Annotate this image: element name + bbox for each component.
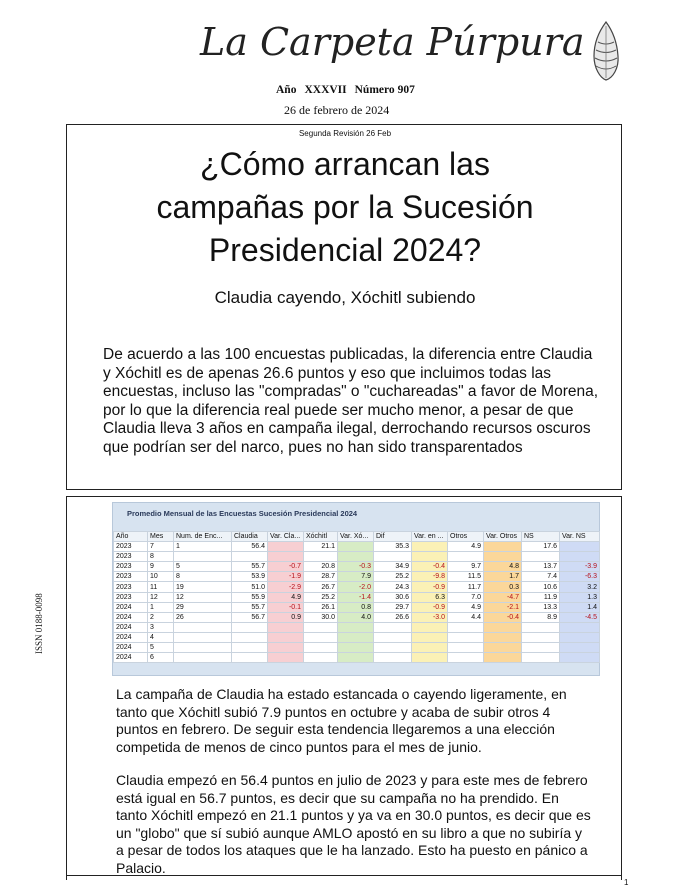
table-header-row [114,532,600,542]
table-header-cell: Xóchitl [304,532,338,542]
table-cell [448,622,484,632]
table-title: Promedio Mensual de las Encuestas Sucesión Presidencial 2024 [127,509,358,518]
table-cell: 19 [174,582,232,592]
table-row [114,572,600,582]
table-cell [448,643,484,653]
table-row [114,562,600,572]
table-header-cell: Dif [374,532,412,542]
table-cell: -4.7 [484,592,522,602]
body-paragraph-2: Claudia empezó en 56.4 puntos en julio de 2023 y para este mes de febrero está igual en 56.7 puntos, es decir que su campaña no ha prendido. En tanto Xóchitl empezó en 21.1 puntos y ya va en 30.0 puntos, es decir que es un "globo" que sí subió aunque AMLO apostó en su libro a que no subiría y a pesar de todos los ataques que le ha lanzado. Esto ha puesto en pánico a Palacio. [116,772,591,876]
table-cell [522,653,560,663]
table-cell: 0.3 [484,582,522,592]
table-cell: 26 [174,612,232,622]
table-cell: -2.9 [268,582,304,592]
table-row [114,582,600,592]
table-row [114,653,600,663]
table-cell [374,632,412,642]
table-cell: 3.2 [560,582,600,592]
table-row [114,643,600,653]
table-cell [268,653,304,663]
table-cell: 2023 [114,542,148,552]
table-cell: 11 [148,582,174,592]
article-title [67,143,623,272]
table-cell: 2024 [114,602,148,612]
table-cell: -0.4 [484,612,522,622]
table-cell: 51.0 [232,582,268,592]
table-cell [448,653,484,663]
table-cell: -0.4 [412,562,448,572]
table-cell [338,552,374,562]
table-cell: 1 [148,602,174,612]
table-cell: 2023 [114,552,148,562]
table-cell: 3 [148,622,174,632]
table-cell: 2024 [114,632,148,642]
table-header-cell: Año [114,532,148,542]
table-cell: 6.3 [412,592,448,602]
table-cell: 21.1 [304,542,338,552]
table-row [114,542,600,552]
table-cell [174,653,232,663]
table-cell [560,632,600,642]
table-cell: -6.3 [560,572,600,582]
table-cell: 26.6 [374,612,412,622]
number-label: Número [354,84,395,96]
table-cell: 7.4 [522,572,560,582]
page-number: 1 [624,878,629,887]
table-cell: 8.9 [522,612,560,622]
table-cell: 0.9 [268,612,304,622]
table-cell: 8 [148,552,174,562]
table-cell [232,552,268,562]
seashell-icon [586,20,626,82]
table-cell: 29 [174,602,232,612]
table-cell [412,542,448,552]
table-cell [412,632,448,642]
table-cell: 1 [174,542,232,552]
title-line: campañas por la Sucesión [156,189,534,225]
table-cell [304,552,338,562]
table-header-cell: Var. Xó... [338,532,374,542]
table-cell [522,552,560,562]
table-cell: 25.2 [374,572,412,582]
table-cell: 2023 [114,572,148,582]
table-cell: 2024 [114,653,148,663]
table-cell [268,542,304,552]
table-header-cell: Var. Cla... [268,532,304,542]
table-cell: 1.3 [560,592,600,602]
table-cell: 35.3 [374,542,412,552]
table-header-cell: Mes [148,532,174,542]
table-cell [174,622,232,632]
table-cell: 2023 [114,592,148,602]
table-cell: 2023 [114,582,148,592]
table-cell [484,632,522,642]
table-cell: 4.4 [448,612,484,622]
table-header-cell: Num. de Enc... [174,532,232,542]
table-cell: 13.7 [522,562,560,572]
table-row [114,632,600,642]
table-cell [484,643,522,653]
table-cell: 4.8 [484,562,522,572]
table-cell: 17.6 [522,542,560,552]
table-cell [412,653,448,663]
table-cell: -9.8 [412,572,448,582]
table-cell [522,643,560,653]
table-cell: 11.5 [448,572,484,582]
year-label: Año [276,84,297,96]
table-cell: 9 [148,562,174,572]
lead-paragraph: De acuerdo a las 100 encuestas publicadas, la diferencia entre Claudia y Xóchitl es de apenas 26.6 puntos y eso que incluimos todas las encuestas, incluso las "compradas" o "cuchareadas" a favor de Morena, por lo que la diferencia real puede ser mucho menor, a pesar de que Claudia lleva 3 años en campaña ilegal, derrochando recursos oscuros que podrían ser del narco, pues no han sido transparentados [103,346,599,456]
table-cell: 6 [148,653,174,663]
table-cell: 30.0 [304,612,338,622]
table-cell [304,622,338,632]
table-cell [174,552,232,562]
table-cell [374,643,412,653]
table-cell [268,632,304,642]
article-subtitle: Claudia cayendo, Xóchitl subiendo [214,288,476,307]
table-cell [232,622,268,632]
table-cell: 11.9 [522,592,560,602]
table-cell [174,643,232,653]
table-cell: -2.1 [484,602,522,612]
table-cell: 34.9 [374,562,412,572]
body-paragraph-1: La campaña de Claudia ha estado estancada o cayendo ligeramente, en tanto que Xóchitl subió 7.9 puntos en octubre y acaba de subir otros 4 puntos en febrero. De seguir esta tendencia llegaremos a una elección competida de menos de cinco puntos para el mes de junio. [116,686,567,755]
table-row [114,622,600,632]
table-cell: 4.9 [448,542,484,552]
poll-table-panel [112,502,600,676]
table-cell: 29.7 [374,602,412,612]
table-cell: 26.7 [304,582,338,592]
table-cell: 7 [148,542,174,552]
table-row [114,552,600,562]
table-cell: 7.0 [448,592,484,602]
table-cell [338,632,374,642]
table-cell: -4.5 [560,612,600,622]
table-cell: 5 [174,562,232,572]
table-cell: 8 [174,572,232,582]
table-cell: 25.2 [304,592,338,602]
table-cell: 55.7 [232,562,268,572]
table-header-cell: Var. en ... [412,532,448,542]
table-cell [232,643,268,653]
table-cell [448,552,484,562]
table-cell [448,632,484,642]
table-cell [560,622,600,632]
table-cell: 26.1 [304,602,338,612]
table-cell: 12 [148,592,174,602]
table-cell: -0.7 [268,562,304,572]
table-cell [412,622,448,632]
table-cell [560,653,600,663]
table-cell: 30.6 [374,592,412,602]
table-header-cell: Var. Otros [484,532,522,542]
table-cell: 7.9 [338,572,374,582]
table-cell [338,643,374,653]
table-cell: 20.8 [304,562,338,572]
table-cell [268,622,304,632]
table-cell: 2024 [114,612,148,622]
table-cell: 56.4 [232,542,268,552]
table-cell: 11.7 [448,582,484,592]
table-cell: -0.9 [412,582,448,592]
table-cell [268,643,304,653]
table-cell [304,653,338,663]
table-cell [304,643,338,653]
table-cell: 2 [148,612,174,622]
table-cell: 9.7 [448,562,484,572]
table-cell: -0.1 [268,602,304,612]
headline-box [66,124,622,490]
table-cell: 1.4 [560,602,600,612]
table-cell: 55.9 [232,592,268,602]
table-cell: 2024 [114,622,148,632]
table-cell: 2023 [114,562,148,572]
title-line: Presidencial 2024? [208,232,482,268]
table-cell: 4.0 [338,612,374,622]
table-cell [522,622,560,632]
table-cell: 4.9 [448,602,484,612]
table-cell [484,653,522,663]
title-line: ¿Cómo arrancan las [200,146,490,182]
issue-date: 26 de febrero de 2024 [284,103,390,117]
issn-label: ISSN 0188-0098 [34,593,44,654]
table-cell [412,643,448,653]
table-cell [374,552,412,562]
table-cell: 12 [174,592,232,602]
table-cell: 13.3 [522,602,560,612]
table-header-cell: Otros [448,532,484,542]
table-cell: -1.9 [268,572,304,582]
table-cell [522,632,560,642]
table-cell [560,542,600,552]
table-cell [232,653,268,663]
table-cell: -0.3 [338,562,374,572]
table-cell [484,542,522,552]
table-cell [338,622,374,632]
table-cell [338,542,374,552]
table-cell [268,552,304,562]
table-cell [560,552,600,562]
table-cell [374,622,412,632]
revision-note: Segunda Revisión 26 Feb [298,129,392,138]
table-cell: 53.9 [232,572,268,582]
year-value: XXXVII [304,84,347,96]
table-cell [374,653,412,663]
table-row [114,602,600,612]
table-row [114,592,600,602]
table-cell: 1.7 [484,572,522,582]
table-cell: -2.0 [338,582,374,592]
table-cell: -3.9 [560,562,600,572]
table-cell: -0.9 [412,602,448,612]
table-cell [232,632,268,642]
table-cell: 4.9 [268,592,304,602]
table-cell [412,552,448,562]
table-cell: 5 [148,643,174,653]
table-cell [174,632,232,642]
table-cell: 10 [148,572,174,582]
table-cell: 55.7 [232,602,268,612]
table-header-cell: Claudia [232,532,268,542]
number-value: 907 [397,84,415,96]
table-cell: -1.4 [338,592,374,602]
table-cell: 56.7 [232,612,268,622]
table-cell [304,632,338,642]
table-row [114,612,600,622]
poll-table [113,531,600,663]
table-cell: 4 [148,632,174,642]
table-cell [338,653,374,663]
table-cell [560,643,600,653]
table-header-cell: NS [522,532,560,542]
table-cell: 10.6 [522,582,560,592]
table-cell: 24.3 [374,582,412,592]
table-cell [484,622,522,632]
table-header-cell: Var. NS [560,532,600,542]
table-cell: 0.8 [338,602,374,612]
table-cell: 2024 [114,643,148,653]
issue-line [276,84,423,96]
table-cell: -3.0 [412,612,448,622]
table-cell [484,552,522,562]
masthead-logo: La Carpeta Púrpura [200,20,585,64]
table-cell: 28.7 [304,572,338,582]
